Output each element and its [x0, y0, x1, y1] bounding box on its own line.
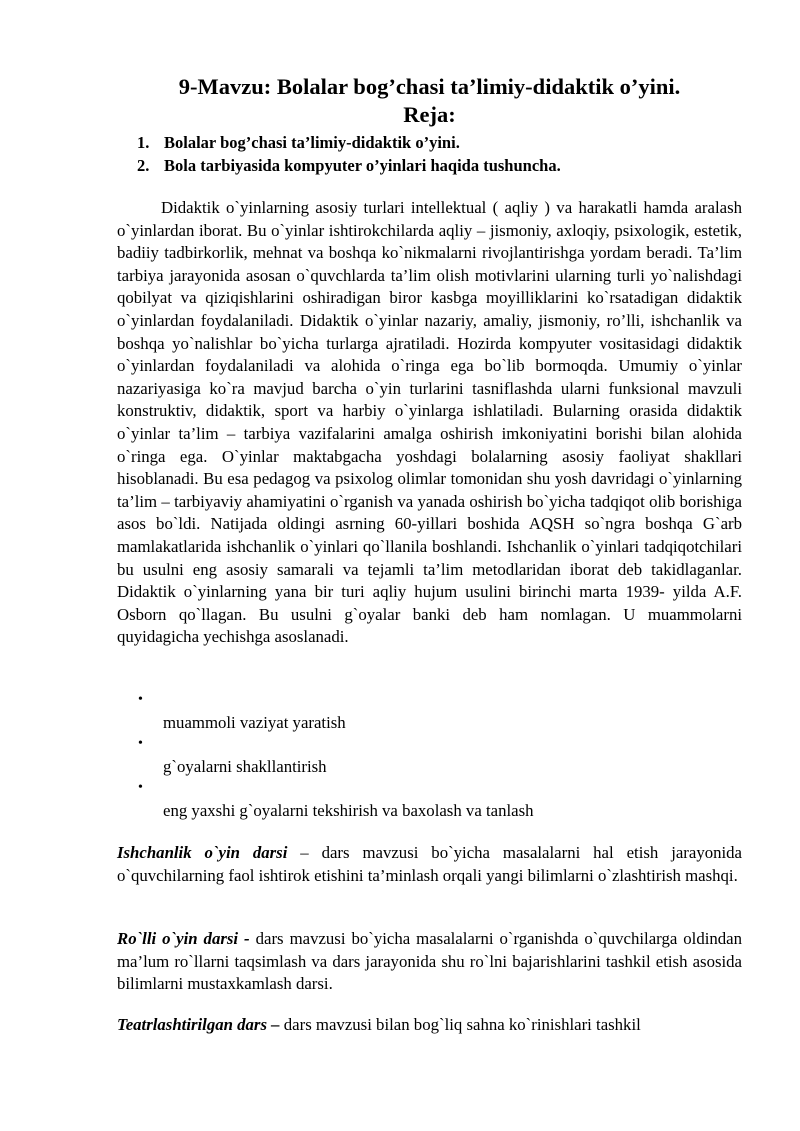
- plan-item: [137, 131, 737, 154]
- bullet-text: g`oyalarni shakllantirish: [163, 757, 327, 776]
- plan-list: [137, 131, 737, 177]
- definition-term: Ishchanlik o`yin darsi: [117, 843, 288, 862]
- main-paragraph: Didaktik o`yinlarning asosiy turlari intellektual ( aqliy ) va harakatli hamda aralash o`yinlardan iborat. Bu o`yinlar ishtirokchilarda aqliy – jismoniy, axloqiy, psixologik, estetik, badiiy tadbirkorlik, mehnat va boshqa ko`nikmalarni rivojlantirishga yordam beradi. Ta’lim tarbiya jarayonida asosan o`quvchlarda ta’lim olish motivlarini ularning turli yo`nalishdagi qobilyat va qiziqishlarini oshiradigan biror kasbga moyilliklarini ko`rsatadigan didaktik o`yinlardan foydalaniladi. Didaktik o`yinlar nazariy, amaliy, jismoniy, ro’lli, ishchanlik va boshqa yo`nalishlar bo`yicha turlarga ajratiladi. Hozirda kompyuter vositasidagi didaktik o`yinlardan foydalaniladi va alohida o`ringa ega bo`lib bormoqda. Umumiy o`yinlar nazariyasiga ko`ra mavjud barcha o`yin turlarini tasniflashda ularni funksional mavzuli konstruktiv, didaktik, sport va harbiy o`yinlarga ishlatiladi. Bularning orasida didaktik o`yinlar ta’lim – tarbiya vazifalarini amalga oshirish imkoniyatini borishi bilan alohida o`ringa ega. O`yinlar maktabgacha yoshdagi bolalarning asosiy faoliyat shakllari hisoblanadi. Bu esa pedagog va psixolog olimlar tomonidan shu yosh davridagi o`yinlarning ta’lim – tarbiyaviy ahamiyatini o`rganish va yanada oshirish bo`yicha tadqiqot olib borishiga asos bo`ldi. Natijada oldingi asrning 60-yillari boshida AQSH so`ngra boshqa G`arb mamlakatlarida ishchanlik o`yinlari qo`llanila boshlandi. Ishchanlik o`yinlari tadqiqotchilari bu usulni eng asosiy samarali va tejamli ta’lim metodlaridan iborat deb takidlaganlar. Didaktik o`yinlarning yana bir turi aqliy hujum usulini birinchi marta 1939- yilda A.F. Osborn qo`llagan. Bu usulni g`oyalar banki deb ham nomlagan. U muammolarni quyidagicha yechishga asoslanadi.: [117, 198, 742, 647]
- plan-item-text: Bola tarbiyasida kompyuter o’yinlari haqida tushuncha.: [164, 156, 561, 175]
- bullet-item: [117, 734, 742, 778]
- plan-item-number: 2.: [137, 156, 150, 175]
- bullet-list: [117, 690, 742, 822]
- definition-term: Ro`lli o`yin darsi -: [117, 929, 250, 948]
- bullet-item: [117, 778, 742, 822]
- bullet-dot-icon: •: [138, 780, 143, 795]
- bullet-text: eng yaxshi g`oyalarni tekshirish va baxolash va tanlash: [163, 801, 534, 820]
- definition-text: dars mavzusi bo`yicha masalalarni hal etish jarayonida o`quvchilarning faol ishtirok etishini ta’minlash orqali yangi bilimlarni o`zlashtirish mashqi.: [117, 843, 743, 885]
- plan-item: [137, 154, 737, 177]
- plan-heading: Reja:: [403, 102, 456, 127]
- definition-paragraph: [117, 842, 742, 887]
- plan-item-number: 1.: [137, 133, 150, 152]
- page-title: 9-Mavzu: Bolalar bog’chasi ta’limiy-didaktik o’yini.: [178, 74, 681, 99]
- definition-text: dars mavzusi bo`yicha masalalarni o`rganishda o`quvchilarga oldindan ma’lum ro`llarni taqsimlash va dars jarayonida shu ro`lni bajarishlarini tashkil etish asosida bilimlarni mustaxkamlash darsi.: [117, 929, 742, 994]
- bullet-dot-icon: •: [138, 736, 143, 751]
- definition-separator: –: [287, 843, 322, 862]
- definition-paragraph: [117, 928, 742, 996]
- bullet-dot-icon: •: [138, 692, 143, 707]
- plan-item-text: Bolalar bog’chasi ta’limiy-didaktik o’yini.: [164, 133, 460, 152]
- definition-text: dars mavzusi bilan bog`liq sahna ko`rinishlari tashkil: [283, 1015, 641, 1034]
- definition-term: Teatrlashtirilgan dars –: [117, 1015, 280, 1034]
- bullet-text: muammoli vaziyat yaratish: [163, 713, 346, 732]
- definition-paragraph: [117, 1014, 742, 1037]
- bullet-item: [117, 690, 742, 734]
